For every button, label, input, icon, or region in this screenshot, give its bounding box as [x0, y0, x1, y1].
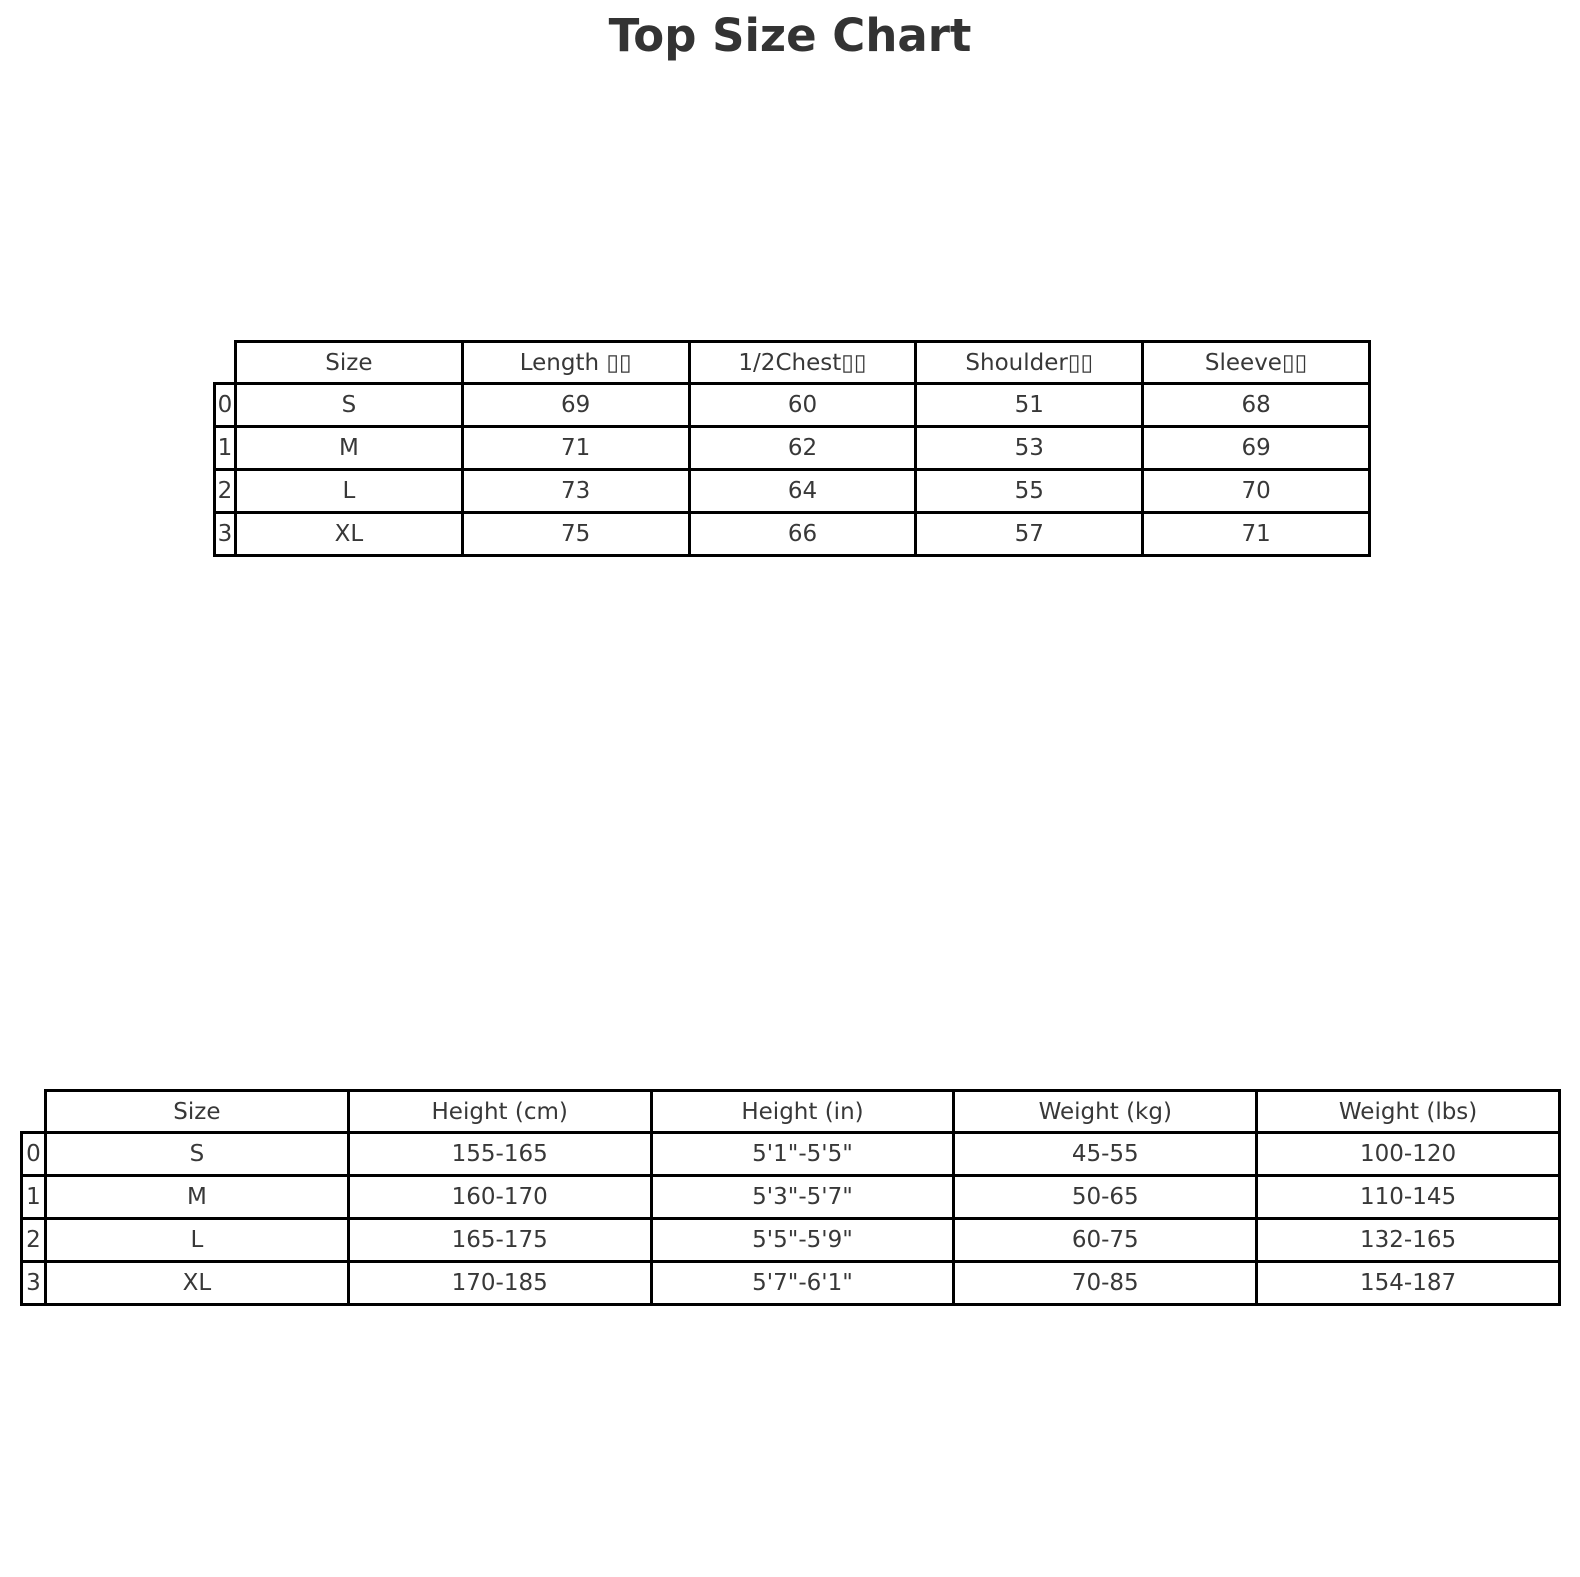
garment-table-body [215, 384, 1370, 556]
table-cell: 70-85 [954, 1262, 1257, 1305]
garment-measurements-table [213, 340, 1371, 557]
table-cell: 71 [462, 427, 689, 470]
table-cell: 69 [462, 384, 689, 427]
column-header: Weight (lbs) [1257, 1091, 1560, 1133]
table-row [22, 1262, 1560, 1305]
column-header: Size [236, 342, 463, 384]
table-cell: 155-165 [348, 1133, 651, 1176]
table-cell: 165-175 [348, 1219, 651, 1262]
table-cell: L [46, 1219, 349, 1262]
table-cell: 5'3"-5'7" [651, 1176, 954, 1219]
row-index-cell: 3 [22, 1262, 46, 1305]
table-cell: 57 [916, 513, 1143, 556]
table-cell: S [46, 1133, 349, 1176]
table-cell: 62 [689, 427, 916, 470]
body-size-table-body [22, 1133, 1560, 1305]
table-cell: 45-55 [954, 1133, 1257, 1176]
table-cell: XL [46, 1262, 349, 1305]
table-cell: 170-185 [348, 1262, 651, 1305]
table-cell: 69 [1143, 427, 1370, 470]
table-corner-cell [22, 1091, 46, 1133]
column-header: Size [46, 1091, 349, 1133]
table-cell: M [236, 427, 463, 470]
row-index-cell: 2 [22, 1219, 46, 1262]
table-row [22, 1176, 1560, 1219]
table-row [22, 1219, 1560, 1262]
table-cell: 66 [689, 513, 916, 556]
column-header: Sleeve▯▯ [1143, 342, 1370, 384]
row-index-cell: 1 [215, 427, 236, 470]
table-cell: 5'5"-5'9" [651, 1219, 954, 1262]
table-cell: 60-75 [954, 1219, 1257, 1262]
table-cell: 75 [462, 513, 689, 556]
table-cell: M [46, 1176, 349, 1219]
table-row [215, 384, 1370, 427]
table-row [22, 1133, 1560, 1176]
table-cell: XL [236, 513, 463, 556]
table-cell: 50-65 [954, 1176, 1257, 1219]
table-cell: 68 [1143, 384, 1370, 427]
table-cell: 70 [1143, 470, 1370, 513]
row-index-cell: 3 [215, 513, 236, 556]
table-cell: 110-145 [1257, 1176, 1560, 1219]
column-header: Height (cm) [348, 1091, 651, 1133]
table-row [215, 513, 1370, 556]
row-index-cell: 1 [22, 1176, 46, 1219]
table-row [215, 470, 1370, 513]
column-header: Length ▯▯ [462, 342, 689, 384]
table-cell: 64 [689, 470, 916, 513]
table-cell: S [236, 384, 463, 427]
table-cell: 160-170 [348, 1176, 651, 1219]
table-cell: 154-187 [1257, 1262, 1560, 1305]
column-header: Height (in) [651, 1091, 954, 1133]
table-cell: L [236, 470, 463, 513]
column-header: Shoulder▯▯ [916, 342, 1143, 384]
garment-table-header-row [215, 342, 1370, 384]
table-cell: 53 [916, 427, 1143, 470]
table-cell: 5'7"-6'1" [651, 1262, 954, 1305]
body-size-table-header-row [22, 1091, 1560, 1133]
table-cell: 73 [462, 470, 689, 513]
table-cell: 71 [1143, 513, 1370, 556]
table-cell: 60 [689, 384, 916, 427]
row-index-cell: 0 [215, 384, 236, 427]
table-cell: 100-120 [1257, 1133, 1560, 1176]
chart-title: Top Size Chart [608, 9, 972, 62]
table-cell: 55 [916, 470, 1143, 513]
table-cell: 51 [916, 384, 1143, 427]
column-header: Weight (kg) [954, 1091, 1257, 1133]
row-index-cell: 0 [22, 1133, 46, 1176]
table-corner-cell [215, 342, 236, 384]
row-index-cell: 2 [215, 470, 236, 513]
table-cell: 132-165 [1257, 1219, 1560, 1262]
body-size-guide-table [20, 1089, 1561, 1306]
column-header: 1/2Chest▯▯ [689, 342, 916, 384]
table-cell: 5'1"-5'5" [651, 1133, 954, 1176]
table-row [215, 427, 1370, 470]
